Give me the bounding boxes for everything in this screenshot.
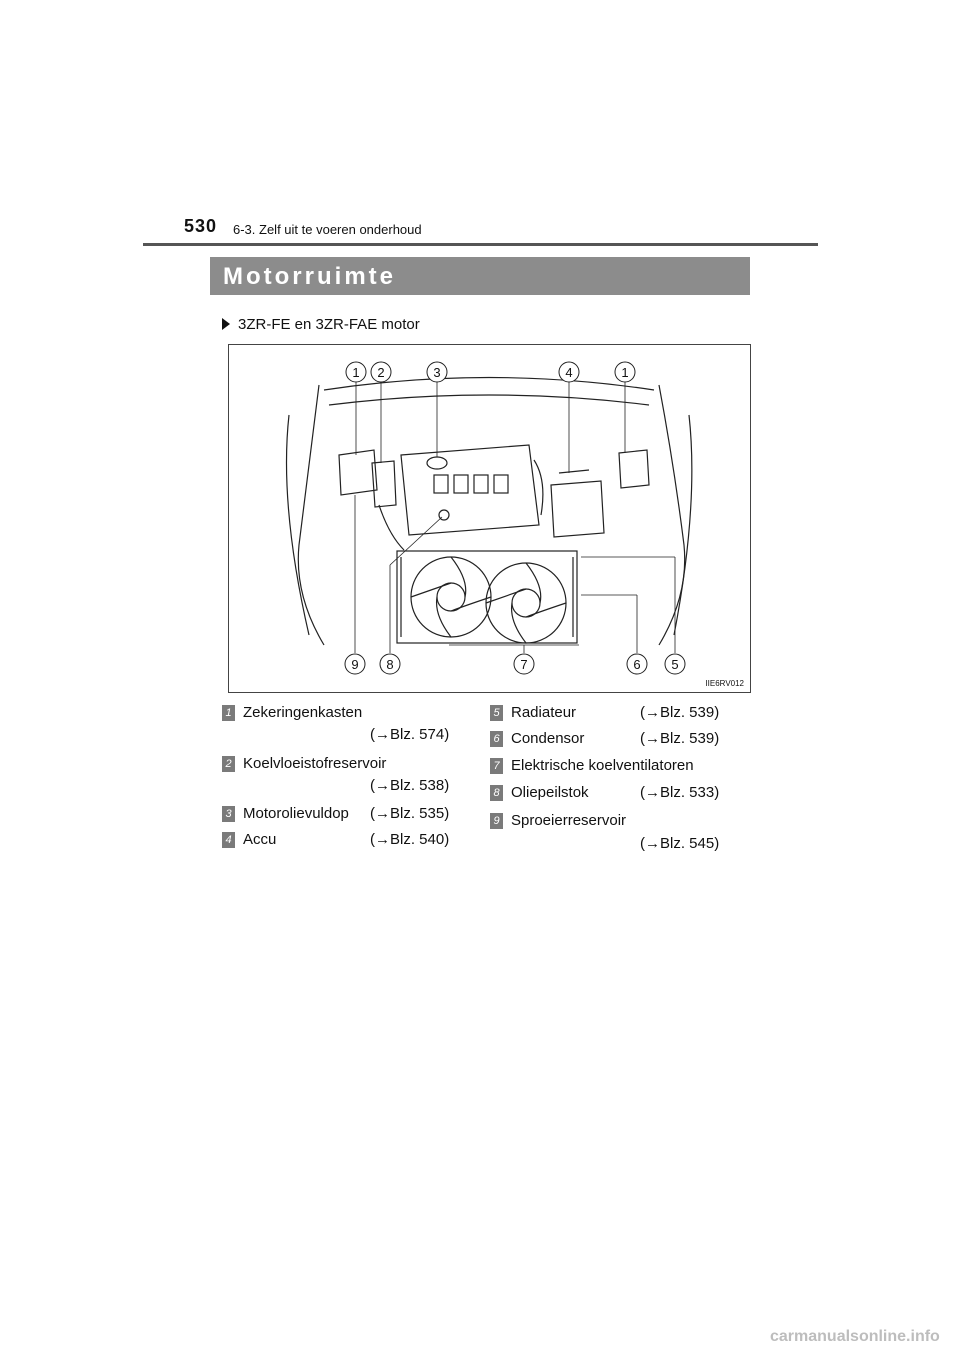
page-reference: (→Blz. 535) — [370, 805, 450, 822]
triangle-bullet-icon — [222, 318, 230, 330]
figure-id: IIE6RV012 — [705, 679, 744, 688]
legend-label: Radiateur — [511, 704, 577, 721]
legend-label: Accu — [243, 831, 277, 848]
legend-number-badge: 3 — [222, 806, 235, 822]
page-reference: (→Blz. 539) — [640, 730, 720, 747]
callout-top-1: 1 — [352, 365, 360, 380]
page-number: 530 — [184, 216, 218, 236]
section-title-bar — [210, 257, 750, 295]
header-divider — [143, 243, 818, 246]
page-reference: (→Blz. 539) — [640, 704, 720, 721]
legend-number-badge: 7 — [490, 758, 503, 774]
legend-label: Elektrische koelventilatoren — [511, 757, 694, 774]
callout-bottom-2: 8 — [386, 657, 394, 672]
legend-number-badge: 2 — [222, 756, 235, 772]
callout-top-2: 2 — [377, 365, 385, 380]
callout-bottom-1: 9 — [351, 657, 359, 672]
watermark: carmanualsonline.info — [770, 1328, 940, 1345]
callout-bottom-5: 5 — [671, 657, 679, 672]
legend-number-badge: 6 — [490, 731, 503, 747]
engine-bay-illustration — [228, 344, 751, 693]
legend-number-badge: 8 — [490, 785, 503, 801]
legend-label: Oliepeilstok — [511, 784, 589, 801]
legend-number-badge: 4 — [222, 832, 235, 848]
legend-label: Condensor — [511, 730, 585, 747]
page-reference: (→Blz. 540) — [370, 831, 450, 848]
section-title: Motorruimte — [223, 263, 396, 290]
page-reference: (→Blz. 574) — [370, 726, 450, 743]
callout-bottom-4: 6 — [633, 657, 641, 672]
legend-label: Sproeierreservoir — [511, 812, 627, 829]
legend-number-badge: 9 — [490, 813, 503, 829]
engine-bay-drawing — [229, 345, 750, 692]
legend-number-badge: 5 — [490, 705, 503, 721]
engine-subheading-text: 3ZR-FE en 3ZR-FAE motor — [238, 316, 420, 333]
page-reference: (→Blz. 538) — [370, 777, 450, 794]
legend-label: Motorolievuldop — [243, 805, 349, 822]
callout-top-3: 3 — [433, 365, 441, 380]
callout-top-4: 4 — [565, 365, 573, 380]
section-reference: 6-3. Zelf uit te voeren onderhoud — [233, 222, 422, 237]
legend-number-badge: 1 — [222, 705, 235, 721]
engine-subheading — [222, 316, 420, 333]
callout-bottom-3: 7 — [520, 657, 528, 672]
legend-label: Koelvloeistofreservoir — [243, 755, 387, 772]
page-reference: (→Blz. 545) — [640, 835, 720, 852]
page-reference: (→Blz. 533) — [640, 784, 720, 801]
callout-top-5: 1 — [621, 365, 629, 380]
legend-label: Zekeringenkasten — [243, 704, 363, 721]
